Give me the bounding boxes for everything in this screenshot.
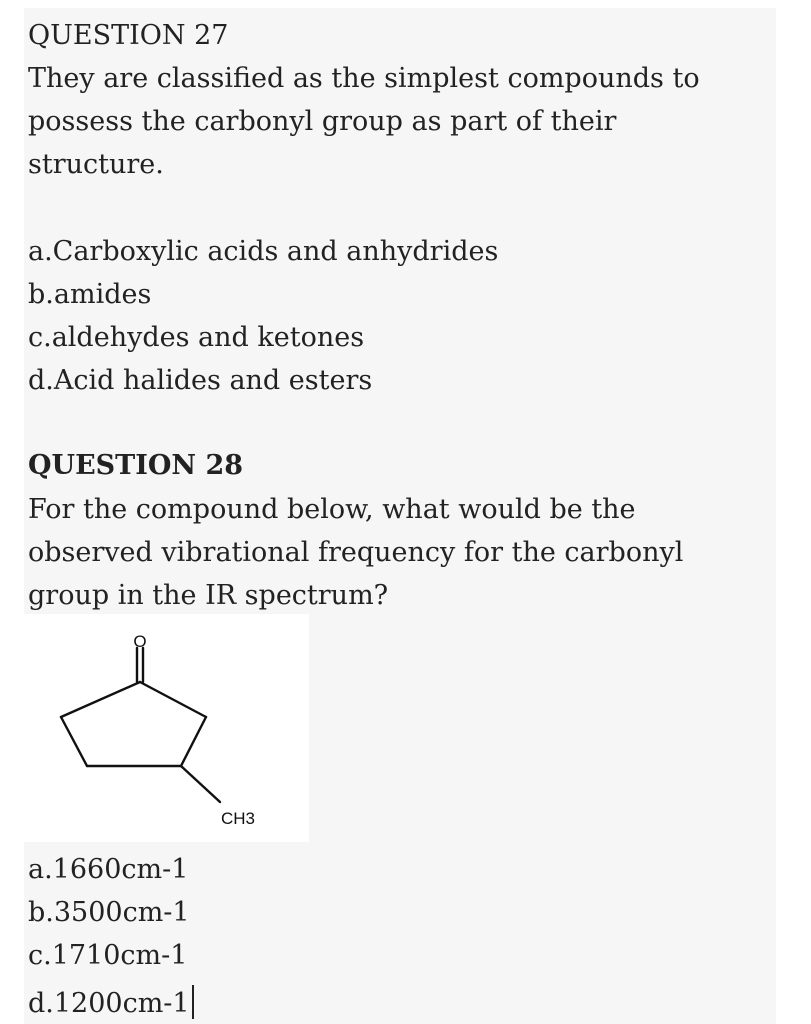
ring-bond-2	[181, 717, 206, 766]
ring-bond-1	[140, 682, 206, 717]
question-27-text-line-3: structure.	[28, 149, 164, 180]
question-27-option-d: d.Acid halides and esters	[28, 365, 373, 396]
methyl-bond	[181, 766, 220, 802]
question-28-text-line-3: group in the IR spectrum?	[28, 580, 389, 611]
question-28-heading: QUESTION 28	[28, 450, 244, 481]
question-27-option-b: b.amides	[28, 279, 152, 310]
question-27-option-c: c.aldehydes and ketones	[28, 322, 365, 353]
question-28-option-d-row	[28, 985, 194, 1019]
question-28-option-a: a.1660cm-1	[28, 854, 189, 885]
question-27-option-a: a.Carboxylic acids and anhydrides	[28, 236, 499, 267]
oxygen-label: O	[133, 632, 147, 651]
question-27-text-line-1: They are classified as the simplest compounds to	[28, 63, 700, 94]
question-28-option-b: b.3500cm-1	[28, 897, 190, 928]
text-cursor	[192, 985, 194, 1019]
methylcyclopentanone-structure	[24, 614, 309, 842]
methyl-label: CH3	[221, 809, 256, 828]
question-28-text-line-2: observed vibrational frequency for the carbonyl	[28, 537, 684, 568]
question-27-heading: QUESTION 27	[28, 20, 229, 51]
question-28-text-line-1: For the compound below, what would be the	[28, 494, 636, 525]
question-28-option-c: c.1710cm-1	[28, 940, 188, 971]
ring-bond-5	[61, 682, 140, 717]
question-27-text-line-2: possess the carbonyl group as part of their	[28, 106, 617, 137]
question-28-option-d: d.1200cm-1	[28, 988, 190, 1019]
document-page	[24, 8, 776, 1024]
structure-figure	[24, 614, 309, 842]
ring-bond-4	[61, 717, 87, 766]
